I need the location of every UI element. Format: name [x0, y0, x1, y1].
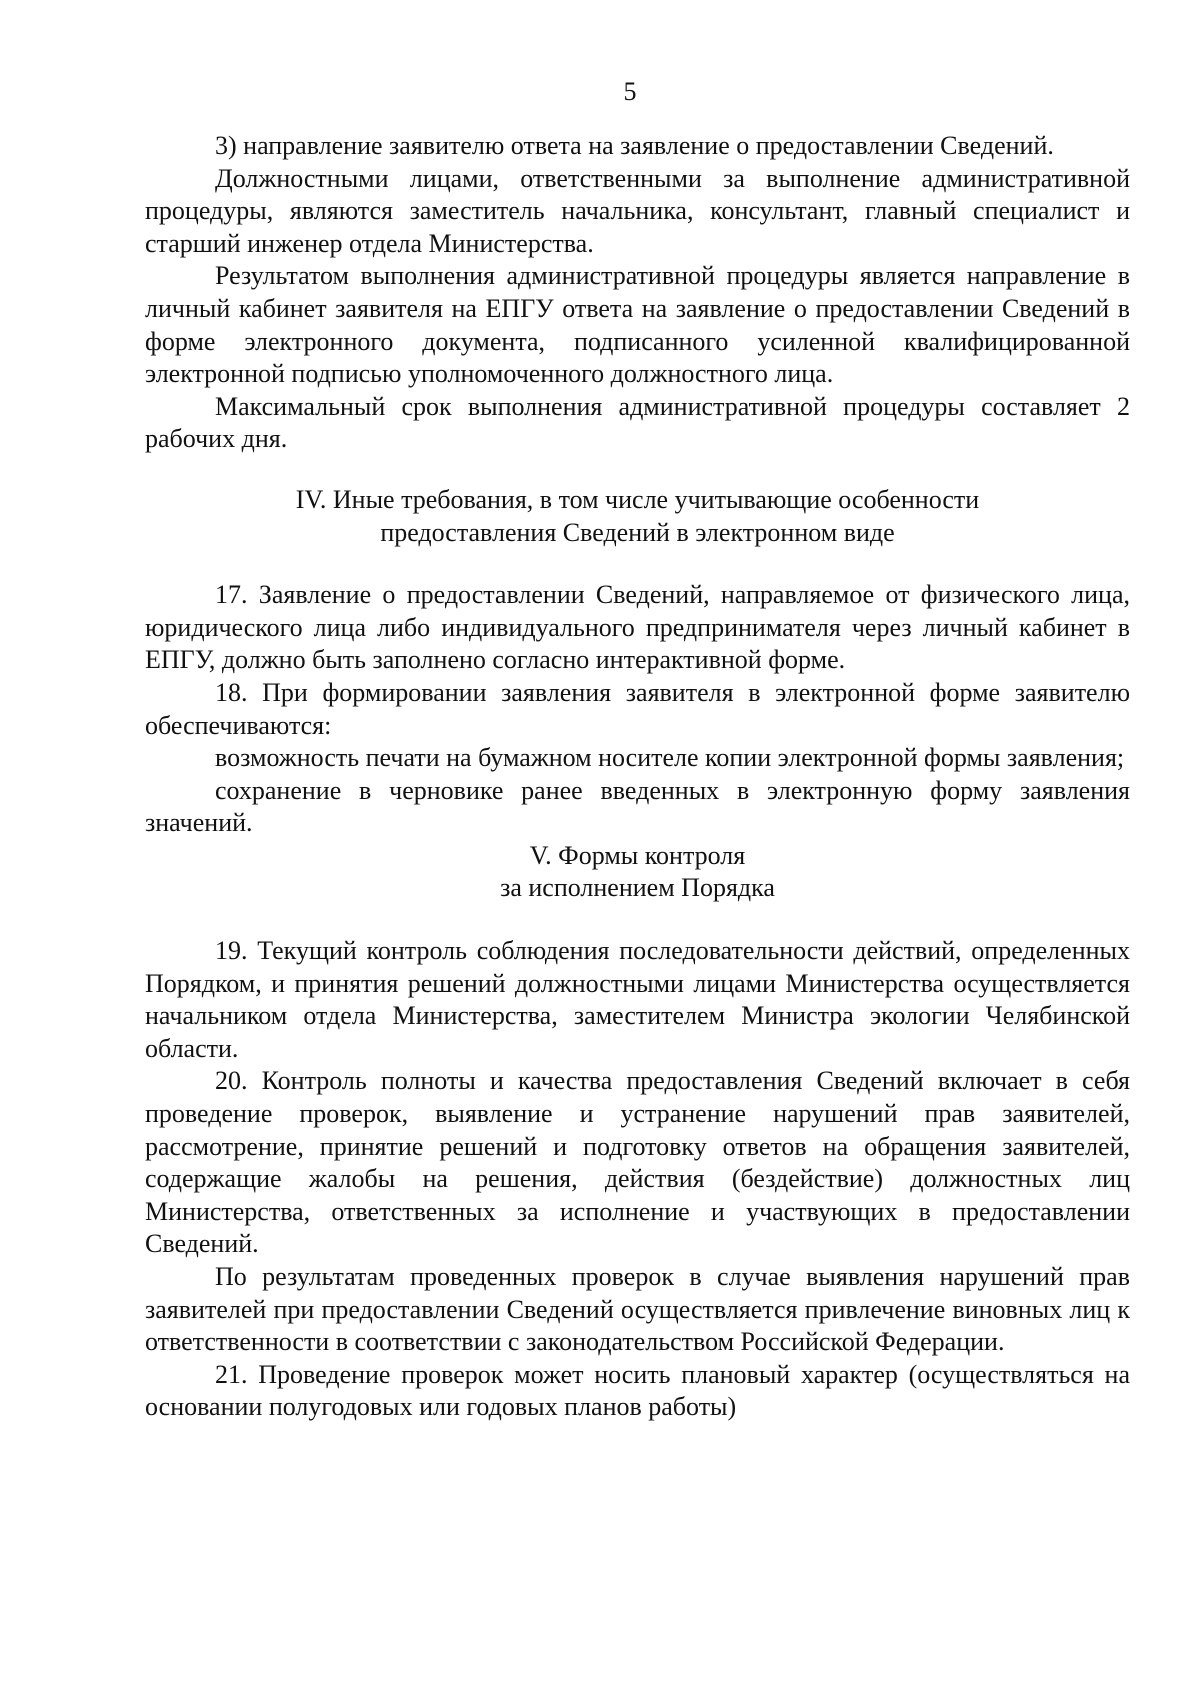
paragraph-18-item-draft: сохранение в черновике ранее введенных в электронную форму заявления значений.: [145, 775, 1130, 838]
paragraph-18: 18. При формировании заявления заявителя в электронной форме заявителю обеспечиваются:: [145, 677, 1130, 740]
paragraph-responsible-officials: Должностными лицами, ответственными за выполнение административной процедуры, являются заместитель начальника, консультант, главный специалист и старший инженер отдела Министерства.: [145, 163, 1130, 258]
document-body: [145, 130, 1130, 1424]
paragraph-18-item-print: возможность печати на бумажном носителе копии электронной формы заявления;: [215, 743, 1125, 773]
paragraph-inspection-results: По результатам проведенных проверок в случае выявления нарушений прав заявителей при предоставлении Сведений осуществляется привлечение виновных лиц к ответственности в соответствии с законодательством Российской Федерации.: [145, 1262, 1130, 1357]
section-heading-iv-line-2: предоставления Сведений в электронном виде: [380, 517, 895, 547]
section-heading-v-line-1: V. Формы контроля: [529, 840, 746, 870]
paragraph-step-3: 3) направление заявителю ответа на заявление о предоставлении Сведений.: [215, 131, 1054, 160]
paragraph-max-duration: Максимальный срок выполнения административной процедуры составляет 2 рабочих дня.: [145, 391, 1130, 454]
paragraph-20: 20. Контроль полноты и качества предоставления Сведений включает в себя проведение проверок, выявление и устранение нарушений прав заявителей, рассмотрение, принятие решений и подготовку ответов на обращения заявителей, содержащие жалобы на решения, действия (бездействие) должностных лиц Министерства, ответственных за исполнение и участвующих в предоставлении Сведений.: [145, 1066, 1130, 1259]
paragraph-19: 19. Текущий контроль соблюдения последовательности действий, определенных Порядком, и принятия решений должностными лицами Министерства осуществляется начальником отдела Министерства, заместителем Министра экологии Челябинской области.: [145, 936, 1130, 1063]
section-heading-v-line-2: за исполнением Порядка: [500, 873, 775, 903]
section-heading-iv-line-1: IV. Иные требования, в том числе учитывающие особенности: [295, 484, 980, 514]
paragraph-21: 21. Проведение проверок может носить плановый характер (осуществляться на основании полугодовых или годовых планов работы): [145, 1359, 1130, 1422]
section-heading-v: [145, 840, 1130, 905]
section-heading-iv: [145, 484, 1130, 549]
page-number: 5: [623, 77, 637, 106]
paragraph-procedure-result: Результатом выполнения административной процедуры является направление в личный кабинет заявителя на ЕПГУ ответа на заявление о предоставлении Сведений в форме электронного документа, подписанного усиленной квалифицированной электронной подписью уполномоченного должностного лица.: [145, 261, 1130, 389]
paragraph-17: 17. Заявление о предоставлении Сведений, направляемое от физического лица, юридического лица либо индивидуального предпринимателя через личный кабинет в ЕПГУ, должно быть заполнено согласно интерактивной форме.: [145, 580, 1130, 675]
